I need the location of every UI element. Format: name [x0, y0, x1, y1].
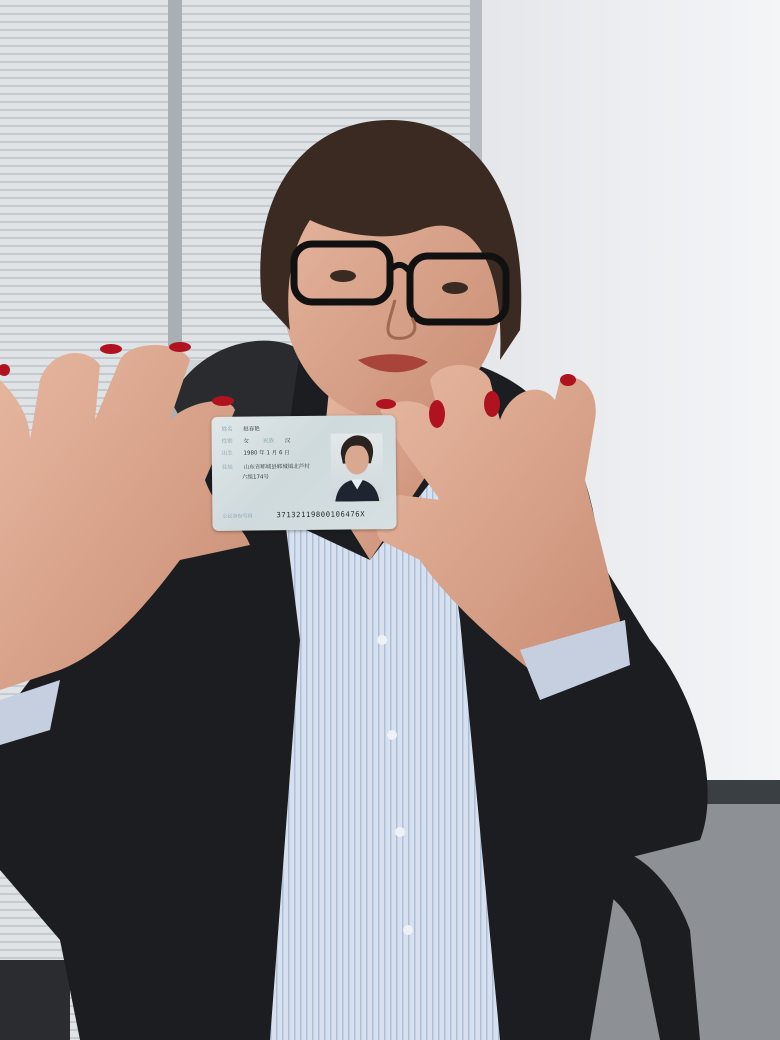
name-value: 赵春艳	[243, 426, 260, 433]
id-card	[211, 415, 396, 531]
address-line2: 六组174号	[242, 474, 270, 481]
id-card-address-row	[222, 462, 310, 471]
id-number: 37132119800106476X	[276, 509, 366, 520]
id-card-portrait	[331, 433, 384, 502]
address-line1: 山东省郓城县郓城镇北芦村	[243, 463, 310, 471]
id-card-address-row-2	[242, 472, 269, 480]
ethnicity-value: 汉	[284, 438, 291, 445]
name-label: 姓名	[221, 426, 233, 433]
address-label: 住址	[221, 464, 233, 471]
id-card-sex-row	[222, 436, 291, 445]
id-card-birth-row	[222, 448, 290, 457]
id-number-label: 公民身份号码	[222, 513, 253, 520]
id-card-name-row	[221, 424, 259, 432]
ethnicity-label: 民族	[263, 438, 275, 445]
birth-label: 出生	[221, 450, 233, 457]
sex-value: 女	[243, 438, 249, 445]
birth-value: 1980 年 1 月 6 日	[243, 450, 290, 457]
sex-label: 性别	[221, 438, 233, 445]
